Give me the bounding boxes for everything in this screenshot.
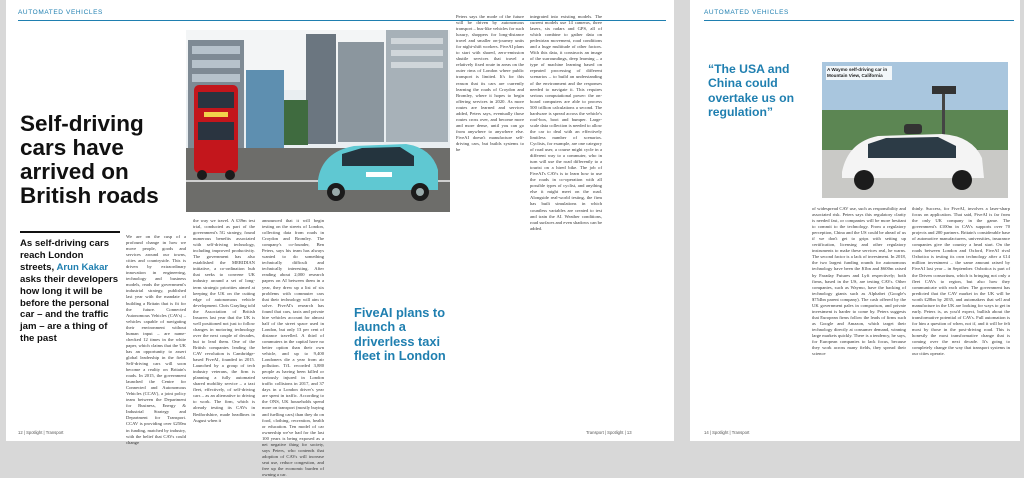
- right-body-column-2-text: thinly. Success, for FiveAI, involves a laser-sharp focus on application. That said, FiveAI is far from the only UK company in the game. The government's £100m in CAVs supports over 70 projects and 200 partners. Britain's considerable base of automotive manufacturers, universities, insurance companies give the country a head start. On the roads between London and Oxford, FiveAI rival Oxbotica is testing its own technology after a £14 million investment – the same amount raised by FiveAI last year – in September. Oxbotica is part of the Driven consortium, which is bringing not only a fleet CAVs to region, but also how they communicate with each other. The government has predicted that the CAV market in the UK will be worth £28bn by 2035, and automakers that sell and manufacture in the UK are looking for ways to get in early. Peters is, as you'd expect, bullish about the transformative potential of CAVs. Full automation is for him a question of when, not if, and it will be felt most by those in the post-driving road. This is honestly the most transformative change that is coming over the next decade. It's going to completely change the way that transport systems in our cities operate.: [912, 206, 1010, 357]
- photo-caption: A Waymo self-driving car in Mountain View, California: [826, 66, 892, 80]
- body-column-3-text: announced that it will begin testing on the streets of London, collecting data from roads in Croydon and Bromley. The company's co-founder, Ben Peters, says his team has always wanted to do something technically difficult and technically interesting. After reading about 2,000 research papers on AI between them in a year, they drew up a list of six problems with commuter cars that their technology will aim to solve. FiveAI's research has found that cars, taxis and private hire vehicles account for almost half of the street space used in London, but only 13 per cent of distance travelled. A third of commuters in the capital have no better option than their own vehicle, and up to 9,400 Londoners die a year from air pollution. TfL recorded 3,880 people as having been killed or seriously injured in London traffic collisions in 2017, and 37 days in a London driver's year are spent in traffic. According to the ONS, UK households spend more on transport (mostly buying and fuelling cars) than they do on food, clothing, recreation, health or education. Ten model of car ownership we've had for the last 100 years is being exposed as a net negative thing for society, says Peters, who contends that adoption of CAVs will increase seat use, reduce congestion, and free up the economic burden of owning a car.: [262, 218, 324, 477]
- right-body-column-1: [812, 206, 906, 422]
- body-column-1: [126, 234, 186, 445]
- standfirst-author: Arun Kakar: [56, 261, 109, 273]
- street-photo: [186, 30, 450, 212]
- body-column-2: [193, 218, 255, 422]
- header-rule-right: [704, 20, 1014, 21]
- body-column-2-text: the way we travel. A £39m test trial, conducted as part of the government's 5G strategy, found numerous benefits associated with self-driving technology, including improved productivity. The government has also established the MERIDIAN initiative, a co-ordination hub that seeks to convene UK industry around a set of long-term strategic priorities aimed at keeping the UK on the cutting edge of autonomous vehicle development. Chris Grayling told the Association of British Insurers last year that the UK is well positioned not just to follow changes in motoring technology over the next couple of decades, but to lead them. One of the British companies leading the CAV revolution is Cambridge-based FiveAI, founded in 2015. Launched by a group of tech industry veterans, the firm is planning a fully automated shared mobility service – a taxi fleet, effectively, of self-driving cars – as an alternative to driving to work. The firm, which is already testing its CAVs in Bedfordshire, made headlines in August when it: [193, 218, 255, 423]
- standfirst-part1: As self-driving cars reach London streets,: [20, 238, 110, 273]
- standfirst-part2: asks their developers how long it will be before the personal car – and the traffic jam – are a thing of the past: [20, 273, 119, 345]
- folio-right: Transport | Spotlight | 13: [586, 430, 632, 435]
- section-label-right: AUTOMATED VEHICLES: [704, 9, 789, 16]
- pull-quote-fiveai: FiveAI plans to launch a driverless taxi fleet in London: [354, 305, 446, 364]
- body-column-4: [456, 14, 524, 246]
- right-body-column-1-text: of widespread CAV use, such as responsibility and associated risk. Peters says this regulatory clarity is needed fast, or companies will be more hesitant to commit to the technology. From a regulatory perception, China and the US could be ahead of us if we don't get to grips with setting up certification, licensing and other regulatory instruments to make these services real, he warns. The second factor is a lack of investment. In 2018, the two largest funding rounds for autonomous technology have been the $1bn and $600m raised by Faraday Futures and Lyft respectively; both firms, based in the US, are testing CAVs. Other companies, such as Waymo, have the backing of technology giants such as Alphabet (Google's $754bn parent company). The cash offered by the UK government pales in comparison, and private investment is harder to come by. Peters suggests that European firms follow the leads of firms such as Google and Amazon, which target their technology directly at consumer demand, winning large markets quickly. There is a tendency, he says, for European companies to lack focus, because they work across many fields, they spread their science: [812, 206, 907, 357]
- headline: Self-driving cars have arrived on British roads: [20, 111, 159, 208]
- section-label-left: AUTOMATED VEHICLES: [18, 9, 103, 16]
- standfirst-rule: [20, 231, 120, 233]
- body-column-1-text: We are on the cusp of a profound change in how we move people, goods and services around our towns, cities and countryside. This is driven by extraordinary innovation in engineering, technology and business models, reads the government's industrial strategy, published last year with the mandate of building a Britain that is fit for the future. Connected Autonomous Vehicles (CAVs) – vehicles capable of navigating their environment without human input – are name-checked 12 times in the white paper, which claims that the UK has an opportunity to assert global leadership in the field. Self-driving cars will soon become a reality on Britain's roads. In 2015, the government launched the Centre for Connected and Autonomous Vehicles (CCAV), a joint policy team between the Department for Business, Energy & Industrial Strategy and Department for Transport. CCAV is providing over £250m in funding, matched by industry, with the belief that CAVs could change: [126, 234, 186, 445]
- folio-left: 12 | Spotlight | Transport: [18, 430, 64, 435]
- folio-right-page: 14 | Spotlight | Transport: [704, 430, 750, 435]
- waymo-photo: [822, 62, 1008, 198]
- left-spread: [6, 0, 674, 477]
- right-body-column-2: [912, 206, 1010, 422]
- body-column-5-text: integrated into existing models. The current models use 14 cameras, three lasers, six radars and GPS, all of which combine to gather data on pedestrian movement, road conditions and a huge multitude of other factors. With this data, it constructs an image of the surroundings, deep learning – a type of machine learning based on repeated processing of different scenarios – to build an understanding of the environment and the responses needed to navigate it. This requires serious computational power: the on-board computers are able to process 500 trillion calculations a second. The hardware is spread across the vehicle's roof-box, boot and bumper. Large-scale data collection is needed to allow the car to deal with an effectively limitless number of scenarios. Cyclists, for example, are one category of road user, a course might cycle in a different way to a commuter, who in turn will use the road differently to a tourist on a hired bike. The job of FiveAI's CAVs is to learn how to use the roads in co-operation with all possible types of cyclist, and anything else it might meet on the road. Alongside real-world testing, the firm has built simulations in which countless variables are created to test and train the AI. Weather conditions, road surfaces and even shadows can be added.: [530, 14, 602, 231]
- standfirst: [20, 238, 120, 345]
- street-photo-image: [186, 30, 450, 212]
- body-column-3: [262, 218, 324, 477]
- body-column-4-text: Peters says the mode of the future will be driven by autonomous transport – bus-like vehicles for such luxury, shoppers for long-distance travel and smaller on-journey units for night-shift workers. FiveAI plans to start with shared, zero-emission shuttle services that travel a relatively fixed route in areas on the outer rims of London where public transport is limited. It's for this reason that its cars are currently learning the roads of Croydon and Bromley, where it hopes to begin offering services in 2020. As more routes are learned and services added, Peters says, eventually those routes cross over, and become more and more dense, until you can go from anywhere to anywhere else. FiveAI doesn't manufacture self-driving cars, but builds systems to be: [456, 14, 524, 153]
- waymo-photo-image: [822, 62, 1008, 198]
- body-column-5: [530, 14, 602, 424]
- pull-quote-regulation: “The USA and China could overtake us on regulation”: [708, 62, 795, 120]
- right-page: [690, 0, 1020, 441]
